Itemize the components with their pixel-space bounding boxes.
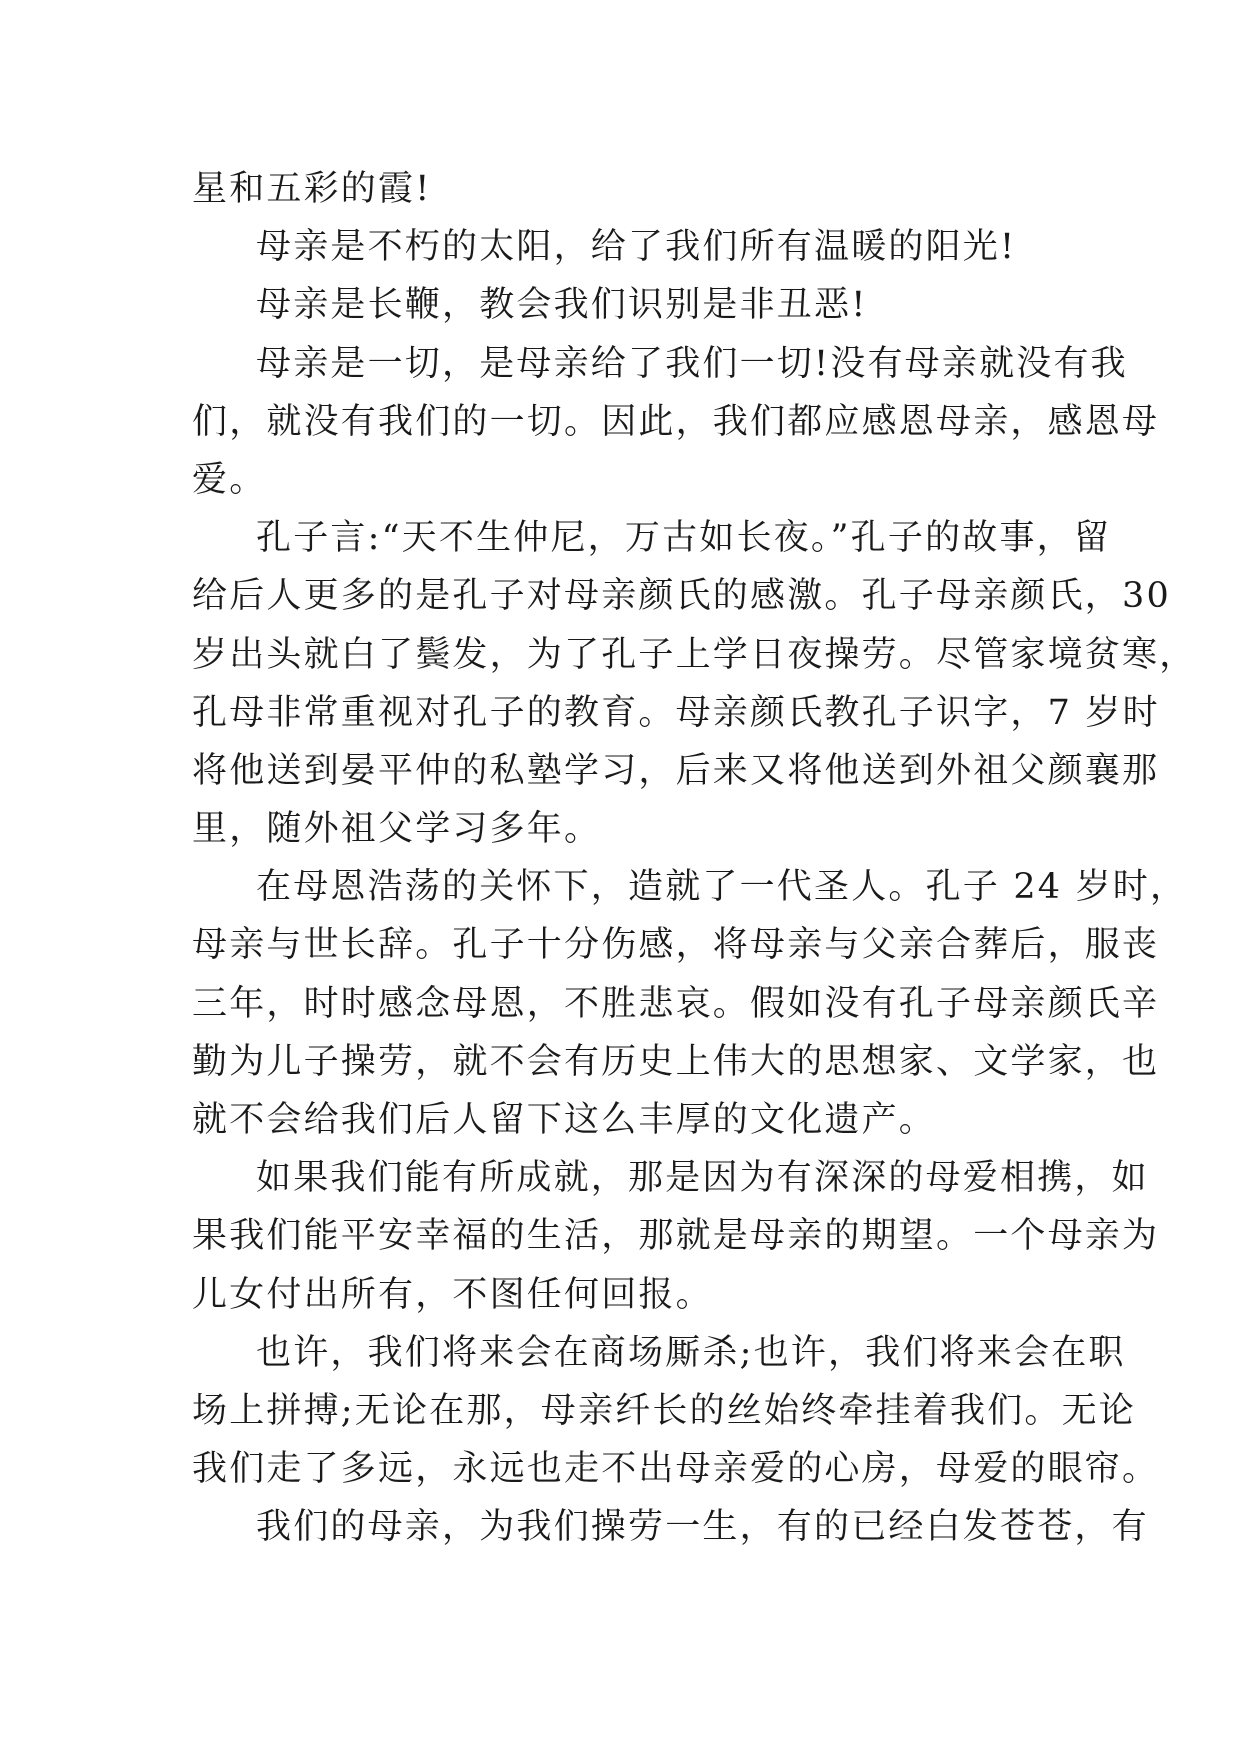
- text-line: 就不会给我们后人留下这么丰厚的文化遗产。: [192, 1100, 937, 1140]
- text-line: 如果我们能有所成就，那是因为有深深的母爱相携，如: [256, 1158, 1149, 1199]
- text-line: 也许，我们将来会在商场厮杀;也许，我们将来会在职: [256, 1332, 1126, 1373]
- text-line: 孔子言:“天不生仲尼，万古如长夜。”孔子的故事，留: [256, 518, 1112, 559]
- text-line: 母亲是不朽的太阳，给了我们所有温暖的阳光!: [256, 227, 1017, 268]
- text-line: 果我们能平安幸福的生活，那就是母亲的期望。一个母亲为: [192, 1216, 1160, 1257]
- text-line: 星和五彩的霞!: [192, 169, 432, 209]
- body-text: [192, 160, 1197, 1557]
- text-line: 场上拼搏;无论在那，母亲纤长的丝始终牵挂着我们。无论: [192, 1390, 1136, 1431]
- text-line: 母亲是一切，是母亲给了我们一切!没有母亲就没有我: [256, 343, 1128, 384]
- text-line: 勤为儿子操劳，就不会有历史上伟大的思想家、文学家，也: [192, 1041, 1160, 1082]
- text-line: 母亲是长鞭，教会我们识别是非丑恶!: [256, 285, 868, 326]
- text-line: 给后人更多的是孔子对母亲颜氏的感激。孔子母亲颜氏，30: [192, 576, 1171, 617]
- text-line: 我们的母亲，为我们操劳一生，有的已经白发苍苍，有: [256, 1507, 1149, 1548]
- text-line: 三年，时时感念母恩，不胜悲哀。假如没有孔子母亲颜氏辛: [192, 983, 1160, 1024]
- text-line: 爱。: [192, 459, 267, 500]
- text-line: 我们走了多远，永远也走不出母亲爱的心房，母爱的眼帘。: [192, 1449, 1160, 1490]
- text-line: 孔母非常重视对孔子的教育。母亲颜氏教孔子识字，7 岁时: [192, 692, 1160, 733]
- text-line: 们，就没有我们的一切。因此，我们都应感恩母亲，感恩母: [192, 401, 1160, 442]
- text-line: 岁出头就白了鬓发，为了孔子上学日夜操劳。尽管家境贫寒，: [192, 634, 1197, 675]
- text-line: 母亲与世长辞。孔子十分伤感，将母亲与父亲合葬后，服丧: [192, 925, 1160, 966]
- text-line: 儿女付出所有，不图任何回报。: [192, 1274, 713, 1315]
- text-line: 在母恩浩荡的关怀下，造就了一代圣人。孔子 24 岁时，: [256, 867, 1188, 908]
- text-line: 将他送到晏平仲的私塾学习，后来又将他送到外祖父颜襄那: [192, 750, 1160, 791]
- text-line: 里，随外祖父学习多年。: [192, 809, 602, 850]
